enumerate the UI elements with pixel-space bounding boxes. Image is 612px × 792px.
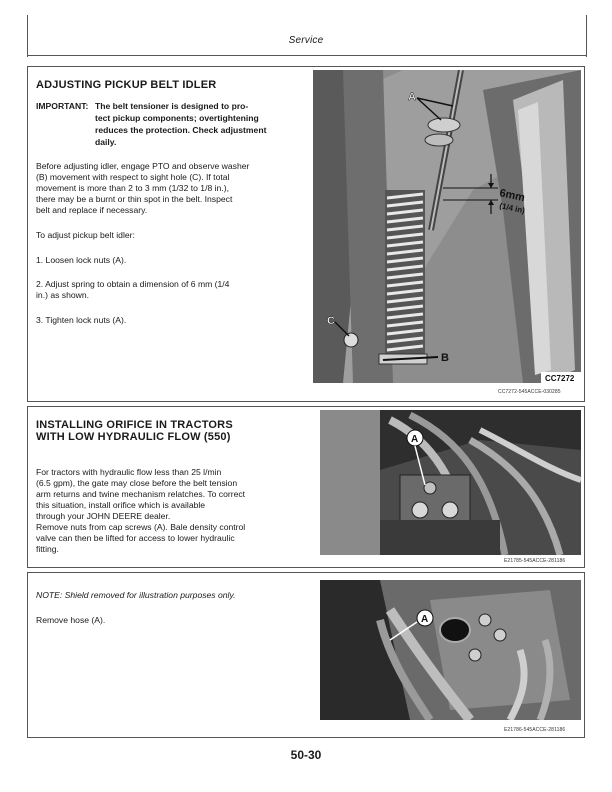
step-1: 1. Loosen lock nuts (A). xyxy=(36,255,127,265)
body-line: belt and replace if necessary. xyxy=(36,205,148,215)
section-title-line-1: INSTALLING ORIFICE IN TRACTORS xyxy=(36,419,233,431)
body-line: through your JOHN DEERE dealer. xyxy=(36,511,171,521)
important-line: reduces the protection. Check adjustment xyxy=(95,125,267,135)
body-line: Before adjusting idler, engage PTO and observe washer xyxy=(36,161,250,171)
page-number: 50-30 xyxy=(290,748,322,762)
section-remove-hose xyxy=(27,572,585,738)
body-line: this situation, install orifice which is available xyxy=(36,500,206,510)
header-rule xyxy=(27,55,587,56)
photo-caption: CC7272-545ACCE-030285 xyxy=(498,389,561,395)
steps-intro: To adjust pickup belt idler: xyxy=(36,230,135,240)
body-line: (B) movement with respect to sight hole (C). If total xyxy=(36,172,230,182)
photo-caption: E21785-545ACCE-281186 xyxy=(504,558,566,564)
photo-tag: CC7272 xyxy=(545,374,575,383)
body-line: For tractors with hydraulic flow less than 25 l/min xyxy=(36,467,222,477)
important-line: The belt tensioner is designed to pro- xyxy=(95,101,249,111)
section-title-line-2: WITH LOW HYDRAULIC FLOW (550) xyxy=(36,431,231,443)
body-line: valve can then be lifted for access to lower hydraulic xyxy=(36,533,235,543)
body-line: fitting. xyxy=(36,544,59,554)
body-line: arm returns and twine mechanism relatches. To correct xyxy=(36,489,246,499)
body-line: movement is more than 2 to 3 mm (1/32 to 1/8 in.), xyxy=(36,183,229,193)
important-line: daily. xyxy=(95,137,117,147)
callout-a: A xyxy=(411,434,419,445)
callout-a: A xyxy=(408,91,416,103)
callout-b: B xyxy=(441,352,449,364)
section-adjusting-pickup-belt-idler xyxy=(27,66,585,402)
body-line: Remove nuts from cap screws (A). Bale density control xyxy=(36,522,246,532)
note-text: NOTE: Shield removed for illustration purposes only. xyxy=(36,590,236,600)
dimension-label-quarter-inch: (1/4 in) xyxy=(498,201,526,216)
step-2-continued: in.) as shown. xyxy=(36,290,90,300)
hydraulic-valve-photo xyxy=(320,410,581,555)
body-text: Remove hose (A). xyxy=(36,615,106,625)
step-2: 2. Adjust spring to obtain a dimension of 6 mm (1/4 xyxy=(36,279,230,289)
body-line: (6.5 gpm), the gate may close before the belt tension xyxy=(36,478,238,488)
section-title: ADJUSTING PICKUP BELT IDLER xyxy=(36,79,217,91)
step-3: 3. Tighten lock nuts (A). xyxy=(36,315,127,325)
pickup-belt-idler-photo xyxy=(313,70,581,383)
hose-photo xyxy=(320,580,581,720)
body-line: there may be a burnt or thin spot in the belt. Inspect xyxy=(36,194,233,204)
page-header-title: Service xyxy=(288,35,324,46)
section-installing-orifice xyxy=(27,406,585,568)
photo-caption: E21786-545ACCE-281186 xyxy=(504,727,566,733)
dimension-label-6mm: 6mm xyxy=(498,187,526,205)
callout-c: C xyxy=(327,315,335,327)
important-line: tect pickup components; overtightening xyxy=(95,113,259,123)
important-label: IMPORTANT: xyxy=(36,101,89,111)
callout-a: A xyxy=(421,614,429,625)
